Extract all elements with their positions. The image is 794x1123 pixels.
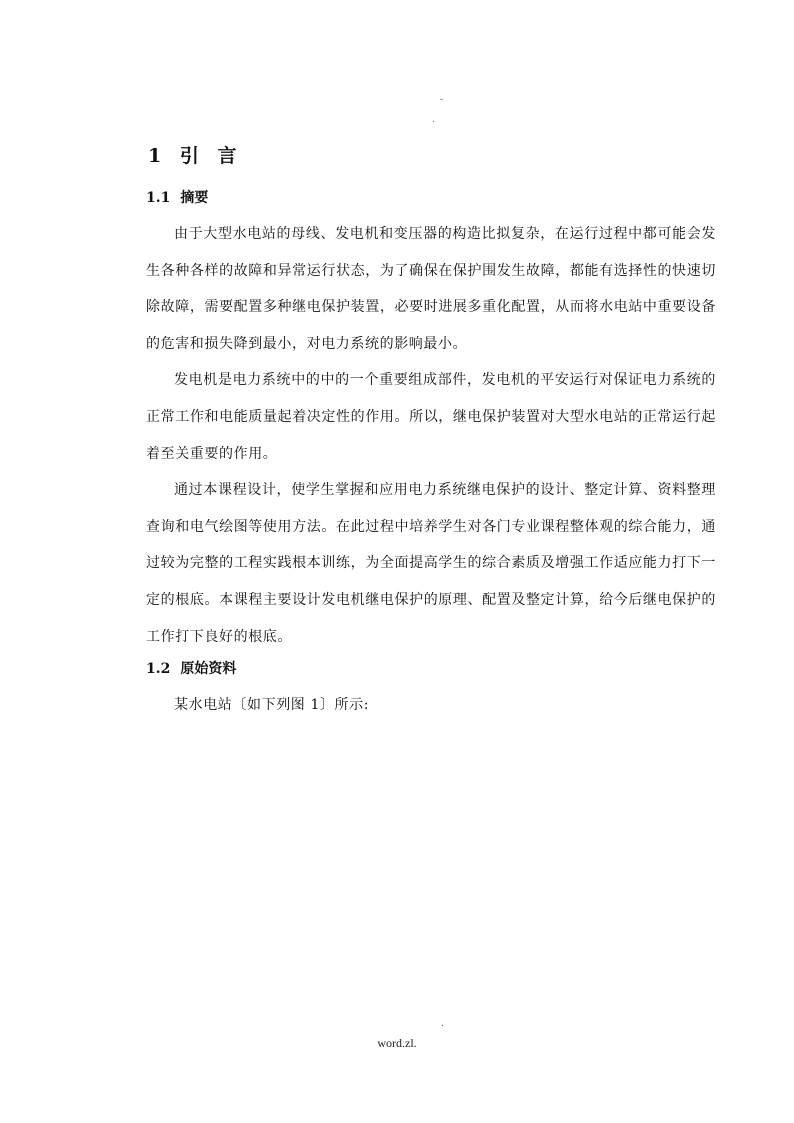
chapter-title: 1 引 言: [148, 145, 243, 167]
abstract-paragraph-1: 由于大型水电站的母线、发电机和变压器的构造比拟复杂，在运行过程中都可能会发生各种各样的故障和异常运行状态，为了确保在保护围发生故障，都能有选择性的快速切除故障，需要配置多种继电保护装置，必要时进展多重化配置，从而将水电站中重要设备的危害和损失降到最小，对电力系统的影响最小。: [146, 226, 716, 352]
footer-text: word.zl.: [377, 1036, 417, 1050]
section-title: 原始资料: [180, 661, 237, 678]
section-title: 摘要: [180, 190, 209, 206]
document-body: [146, 142, 716, 724]
abstract-paragraph-3: 通过本课程设计，使学生掌握和应用电力系统继电保护的设计、整定计算、资料整理查询和电气绘图等使用方法。在此过程中培养学生对各门专业课程整体观的综合能力，通过较为完整的工程实践根本训练，为全面提高学生的综合素质及增强工作适应能力打下一定的根底。本课程主要设计发电机继电保护的原理、配置及整定计算，给今后继电保护的工作打下良好的根底。: [146, 482, 716, 645]
section-heading-abstract: [146, 186, 716, 210]
header-dot: .: [432, 115, 435, 125]
header-dash: -: [440, 95, 444, 105]
section-number: 1.1: [146, 190, 171, 206]
section-heading-original-data: [146, 657, 716, 681]
footer-dot: .: [441, 1019, 444, 1029]
section-number: 1.2: [146, 661, 171, 678]
abstract-paragraph-2: 发电机是电力系统中的中的一个重要组成部件，发电机的平安运行对保证电力系统的正常工作和电能质量起着决定性的作用。所以，继电保护装置对大型水电站的正常运行起着至关重要的作用。: [146, 372, 716, 462]
original-data-paragraph: 某水电站〔如下列图 1〕所示:: [174, 697, 370, 714]
